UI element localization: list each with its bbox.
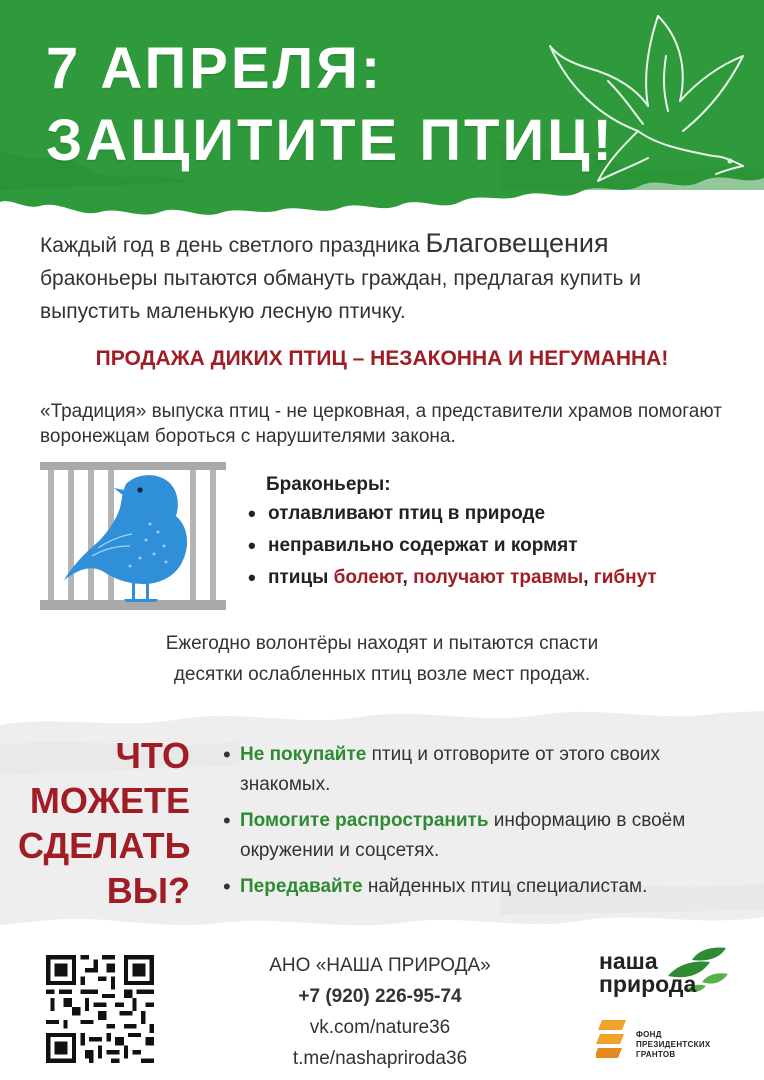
list-item <box>246 562 657 594</box>
volunteers-paragraph <box>0 628 764 690</box>
poacher-item-3-injured: получают травмы <box>413 567 584 588</box>
action-3-text: найденных птиц специалистам. <box>362 876 648 897</box>
action-2-text: информацию в своём окружении и соцсетях. <box>240 810 686 861</box>
poacher-item-2: неправильно содержат и кормят <box>268 535 578 556</box>
actions-list <box>222 740 752 908</box>
contacts-block <box>200 950 560 1074</box>
org-name: АНО «НАША ПРИРОДА» <box>269 955 491 976</box>
telegram-link[interactable]: t.me/nashapriroda36 <box>292 1048 468 1069</box>
action-1-bold: Не покупайте <box>240 744 367 765</box>
list-item <box>222 806 752 866</box>
phone-link[interactable]: +7 (920) 226-95-74 <box>298 986 462 1007</box>
list-item <box>222 872 752 902</box>
page-title-line1: 7 АПРЕЛЯ: <box>46 36 384 101</box>
volunteers-line1: Ежегодно волонтёры находят и пытаются спасти <box>165 633 599 654</box>
intro-part1: Каждый год в день светлого праздника <box>40 234 426 257</box>
vk-link[interactable]: vk.com/nature36 <box>309 1017 451 1038</box>
poachers-list <box>246 498 657 594</box>
action-2-bold: Помогите распространить <box>240 810 489 831</box>
action-3-bold: Передавайте <box>240 876 363 897</box>
action-1-text: птиц и отговорите от этого своих знакомых. <box>240 744 661 795</box>
nature-logo-text <box>599 950 696 996</box>
intro-holiday: Благовещения <box>425 228 609 258</box>
poacher-item-1: отлавливают птиц в природе <box>268 503 546 524</box>
question-line1: ЧТО <box>115 735 190 776</box>
fund-line3: ГРАНТОВ <box>636 1050 676 1059</box>
caged-bird-icon <box>40 462 226 610</box>
fund-logo-text <box>636 1030 711 1060</box>
question-line2: МОЖЕТЕ <box>29 780 190 821</box>
intro-part2: браконьеры пытаются обмануть граждан, предлагая купить и выпустить маленькую лесную птичку. <box>40 267 642 323</box>
warning-heading: ПРОДАЖА ДИКИХ ПТИЦ – НЕЗАКОННА И НЕГУМАННА! <box>95 347 669 370</box>
fund-line1: ФОНД <box>636 1030 662 1039</box>
fund-line2: ПРЕЗИДЕНТСКИХ <box>636 1040 711 1049</box>
volunteers-line2: десятки ослабленных птиц возле мест продаж. <box>173 664 591 685</box>
tradition-paragraph: «Традиция» выпуска птиц - не церковная, а представители храмов помогают воронежцам бороться с нарушителями закона. <box>40 401 722 447</box>
poacher-item-3-sep1: , <box>402 567 414 588</box>
poacher-item-3-prefix: птицы <box>268 567 334 588</box>
poachers-title: Браконьеры: <box>266 474 391 495</box>
question-heading <box>18 733 190 913</box>
poacher-item-3-sick: болеют <box>333 567 403 588</box>
poacher-item-3-sep2: , <box>583 567 594 588</box>
dove-icon <box>548 6 758 196</box>
intro-paragraph <box>40 227 730 328</box>
poacher-item-3-die: гибнут <box>593 567 657 588</box>
list-item <box>246 498 657 530</box>
question-line4: ВЫ? <box>106 870 190 911</box>
logo-line2: природа <box>599 971 697 997</box>
page-title-line2: ЗАЩИТИТЕ ПТИЦ! <box>46 108 615 173</box>
list-item <box>222 740 752 800</box>
question-line3: СДЕЛАТЬ <box>18 825 191 866</box>
logo-line1: наша <box>599 948 658 974</box>
qr-code-icon[interactable] <box>46 955 154 1063</box>
list-item <box>246 530 657 562</box>
